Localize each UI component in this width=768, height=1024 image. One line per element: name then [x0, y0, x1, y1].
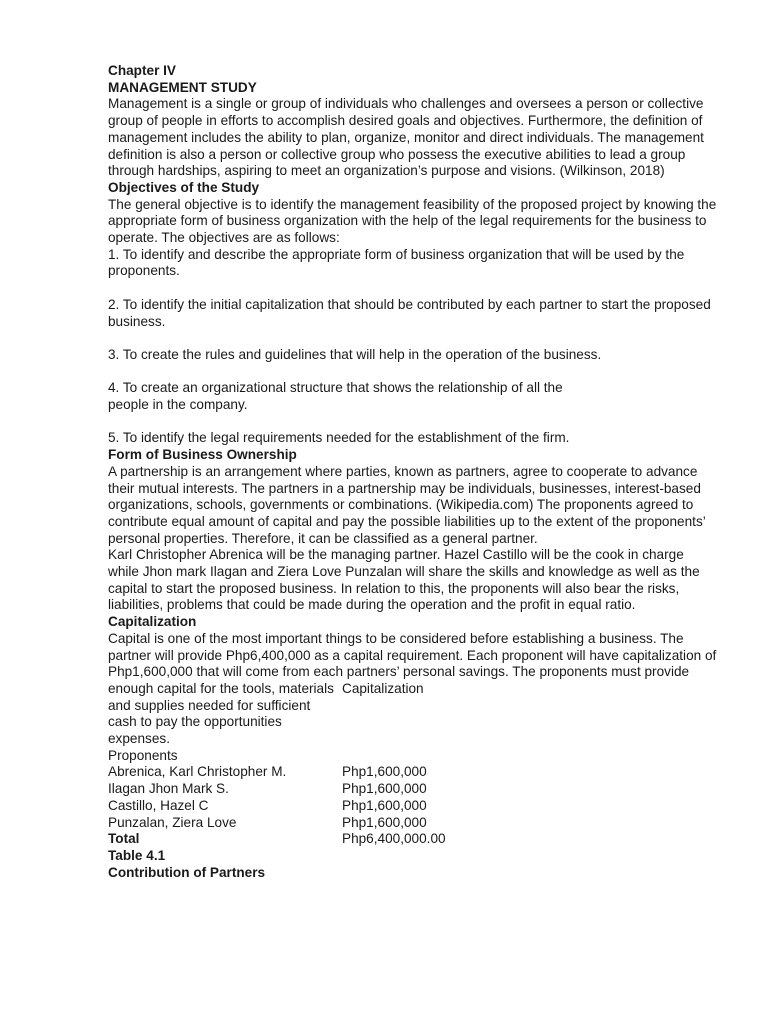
- heading-objectives: Objectives of the Study: [108, 179, 260, 195]
- proponent-amount: Php1,600,000: [342, 764, 427, 780]
- table-label: Table 4.1: [108, 847, 166, 863]
- proponent-name: Ilagan Jhon Mark S.: [108, 781, 229, 797]
- capitalization-header-row: [108, 681, 718, 748]
- column-header-proponents: Proponents: [108, 747, 178, 763]
- table-row: [108, 815, 718, 832]
- document-body: [108, 63, 718, 881]
- paragraph-capitalization-cont: enough capital for the tools, materials and supplies needed for sufficient cash to pay the opportunities expenses.: [108, 680, 334, 747]
- proponent-name: Abrenica, Karl Christopher M.: [108, 764, 287, 780]
- total-label: Total: [108, 831, 140, 847]
- paragraph-objectives: The general objective is to identify the management feasibility of the proposed project by knowing the appropriate form of business organization with the help of the legal requirements for the business to operate. The objectives are as follows:: [108, 196, 717, 246]
- paragraph-capitalization: Capital is one of the most important things to be considered before establishing a business. The partner will provide Php6,400,000 as a capital requirement. Each proponent will have capitalization of Php1,600,000 that will come from each partners’ personal savings. The proponents must provide: [108, 630, 717, 680]
- objective-item-5: 5. To identify the legal requirements needed for the establishment of the firm.: [108, 430, 570, 446]
- table-caption: Contribution of Partners: [108, 864, 266, 880]
- paragraph-partnership: A partnership is an arrangement where parties, known as partners, agree to cooperate to advance their mutual interests. The partners in a partnership may be individuals, businesses, interest-based organizations, schools, governments or combinations. (Wikipedia.com) The proponents agreed to contribute equal amount of capital and pay the possible liabilities up to the extent of the proponents’ personal properties. Therefore, it can be classified as a general partner.: [108, 463, 706, 546]
- table-row: [108, 764, 718, 781]
- objective-item-3: 3. To create the rules and guidelines that will help in the operation of the business.: [108, 346, 602, 362]
- paragraph-management: Management is a single or group of individuals who challenges and oversees a person or collective group of people in efforts to accomplish desired goals and objectives. Furthermore, the definition of management includes the ability to plan, organize, monitor and direct individuals. The management definition is also a person or collective group who possess the executive abilities to lead a group through hardships, aspiring to meet an organization’s purpose and visions. (Wilkinson, 2018): [108, 96, 704, 179]
- heading-form-of-ownership: Form of Business Ownership: [108, 447, 297, 463]
- proponent-amount: Php1,600,000: [342, 797, 427, 813]
- table-total-row: [108, 831, 718, 848]
- proponent-amount: Php1,600,000: [342, 814, 427, 830]
- objective-item-2: 2. To identify the initial capitalization that should be contributed by each partner to start the proposed business.: [108, 296, 711, 329]
- table-row: [108, 781, 718, 798]
- total-amount: Php6,400,000.00: [342, 831, 446, 847]
- heading-management-study: MANAGEMENT STUDY: [108, 79, 257, 95]
- paragraph-partners-roles: Karl Christopher Abrenica will be the managing partner. Hazel Castillo will be the cook in charge while Jhon mark Ilagan and Ziera Love Punzalan will share the skills and knowledge as well as the capital to start the proposed business. In relation to this, the proponents will also bear the risks, liabilities, problems that could be made during the operation and the profit in equal ratio.: [108, 547, 700, 613]
- chapter-label: Chapter IV: [108, 63, 176, 78]
- objective-item-4-cont: people in the company.: [108, 397, 248, 413]
- proponent-name: Castillo, Hazel C: [108, 797, 209, 813]
- column-header-capitalization: Capitalization: [342, 680, 424, 696]
- table-row: [108, 798, 718, 815]
- proponent-amount: Php1,600,000: [342, 781, 427, 797]
- proponent-name: Punzalan, Ziera Love: [108, 814, 237, 830]
- objective-item-1: 1. To identify and describe the appropriate form of business organization that will be used by the proponents.: [108, 246, 685, 279]
- heading-capitalization: Capitalization: [108, 614, 197, 630]
- objective-item-4: 4. To create an organizational structure that shows the relationship of all the: [108, 380, 563, 396]
